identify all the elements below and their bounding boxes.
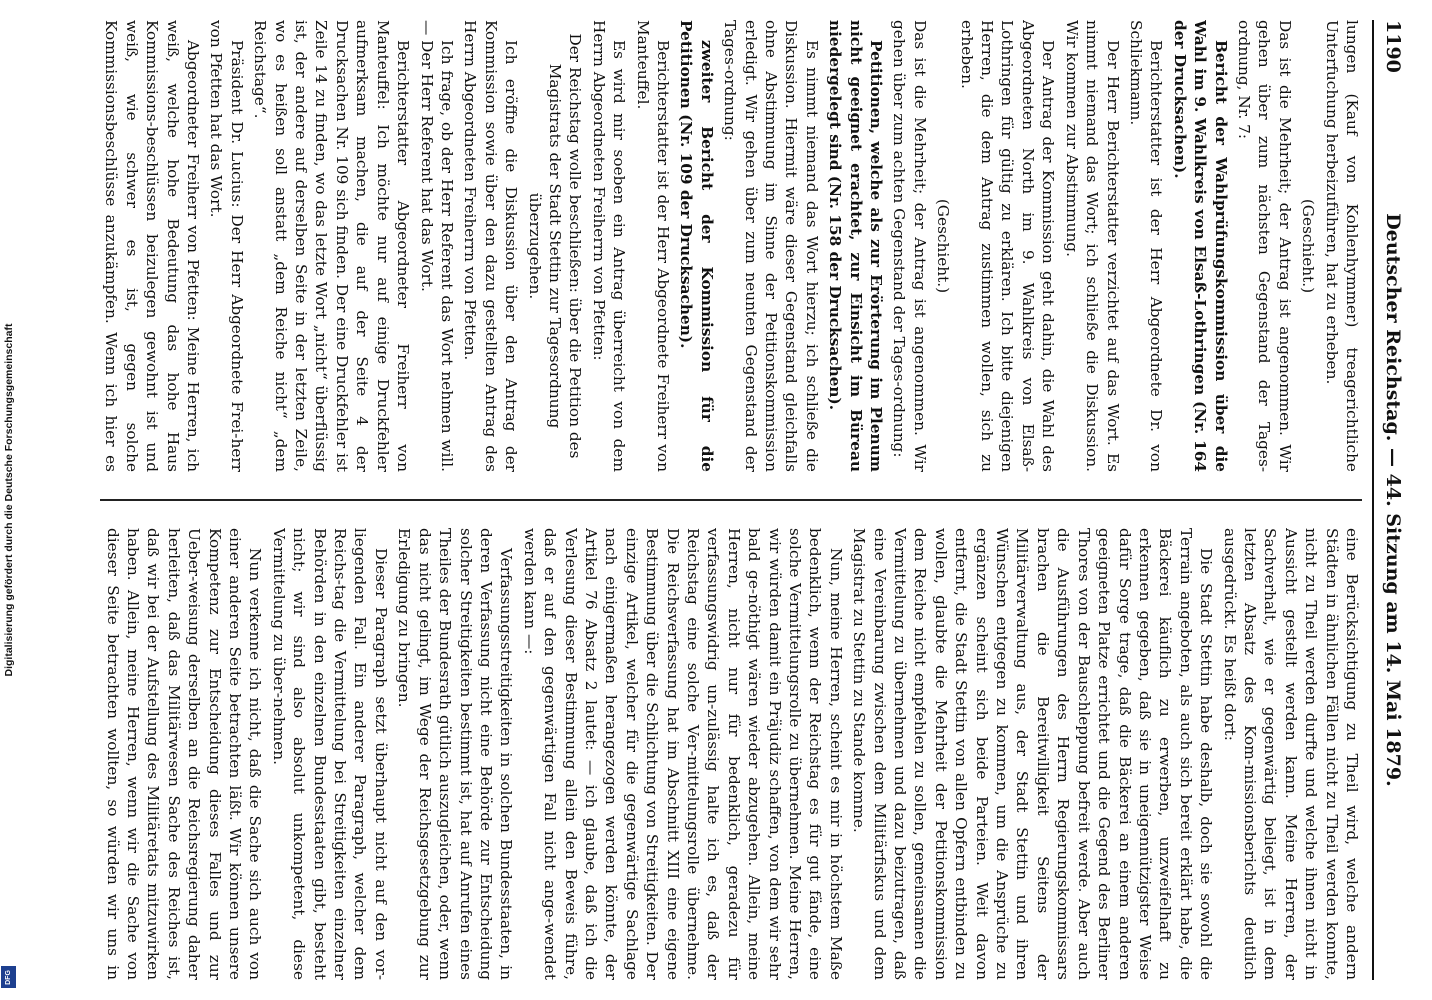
paragraph: Petitionen, welche als zur Erörterung im Plenum nicht geeignet erachtet, zur Einsicht im Büreau niedergelegt sind (Nr. 158 der Drucksachen).	[826, 20, 886, 472]
paragraph: Ich eröffne die Diskussion über den Antrag der Kommission sowie über den dazu gestellten Antrag des Herrn Abgeordneten Freiherrn von Pfetten.	[461, 20, 521, 472]
dfg-logo-icon	[1, 966, 16, 988]
paragraph: lungen (Kauf von Kohlenhymmer) treagerichtliche Unterfuchung herbeizuführen, hat zu erheben.	[1322, 20, 1361, 472]
paragraph: zweiter Bericht der Kommission für die Petitionen (Nr. 109 der Drucksachen).	[677, 20, 716, 472]
paragraph: Berichterstatter Abgeordneter Freiherr von Manteuffel: Ich möchte nur auf einige Druckfehler aufmerksam machen, die auf der Seite 4 der Drucksachen Nr. 109 sich finden. Der eine Druckfehler ist Zeile 14 zu finden, wo das letzte Wort „nicht“ überflüssig ist, der andere auf derselben Seite in der letzten Zeile, wo es heißen soll anstatt „dem Reiche nicht“ „dem Reichstage“.	[251, 20, 413, 472]
digitization-footer	[0, 0, 18, 1000]
column-divider	[100, 499, 1362, 501]
page-title: Deutscher Reichstag. — 44. Sitzung am 14. Mai 1879.	[1382, 213, 1404, 787]
paragraph: Das ist die Mehrheit; der Antrag ist angenommen. Wir gehen über zum achten Gegenstand der Tages-ordnung:	[890, 20, 929, 472]
paragraph: Das ist die Mehrheit; der Antrag ist angenommen. Wir gehen über zum nächsten Gegenstand der Tages-ordnung, Nr. 7:	[1234, 20, 1294, 472]
paragraph: Die Stadt Stettin habe deshalb, doch sie sowohl die Terrain angeboten, als auch sich bereit erklärt habe, die Bäckerei käuflich zu erwerben, unzweifelhaft zu erkennen gegeben, daß sie in uneigennützigster Weise dafür Sorge trage, daß die Bäckerei an einem anderen geeigneten Platze errichtet und die Gegend des Berliner Thores von der Bauschleppung befreit werde. Aber auch die Ausführungen des Herrn Regierungskommissars brachen die Bereitwilligkeit Seitens der Militärverwaltung aus, der Stadt Stettin und ihren Wünschen entgegen zu kommen, um die Ansprüche zu ergänzen scheint sich beide Parteien. Weit davon entfernt, die Stadt Stettin von allen Opfern entbinden zu wollen, glaubte die Mehrheit der Petitionskommission dem Reiche nicht empfehlen zu sollen, gemeinsamen die Vermittelung zu übernehmen und dazu beizutragen, daß eine Vereinbarung zwischen dem Militärfiskus und dem Magistrat zu Stettin zu Stande komme.	[850, 528, 1216, 980]
paragraph: Nun verkenne ich nicht, daß die Sache sich auch von einer anderen Seite betrachten läßt. Wir können unsere Kompetenz zur Entscheidung dieses Falles und zur Ueber-weisung derselben an die Reichsregierung daher herleiten, daß das Militärwesen Sache des Reiches ist, daß wir bei der Aufstellung des Militäretats mitzuwirken haben. Allein, meine Herren, wenn wir die Sache von dieser Seite betrachten wollten, so würden wir uns in	[103, 528, 265, 980]
paragraph: Der Reichstag wolle beschließen: über die Petition des Magistrats der Stadt Stettin zur Tagesordnung überzugehen.	[525, 33, 585, 459]
paragraph: Berichterstatter ist der Herr Abgeordnete Freiherr von Manteuffel.	[633, 20, 672, 472]
paragraph: Ich frage, ob der Herr Referent das Wort nehmen will. — Der Herr Referent hat das Wort.	[417, 20, 456, 472]
paragraph: Bericht der Wahlprüfungskommission über die Wahl im 9. Wahlkreis von Elsaß-Lothringen (Nr. 164 der Drucksachen).	[1170, 20, 1230, 472]
text-column-right	[100, 528, 1362, 980]
paragraph: Präsident Dr. Lucius: Der Herr Abgeordnete Frei-herr von Pfetten hat das Wort.	[207, 20, 246, 472]
paragraph: Verfassungsstreitigkeiten in solchen Bundesstaaten, in deren Verfassung nicht eine Behörde zur Entscheidung solcher Streitigkeiten bestimmt ist, hat auf Anrufen eines Theiles der Bundesrath gütlich auszugleichen, oder, wenn das nicht gelingt, im Wege der Reichsgesetzgebung zur Erledigung zu bringen.	[395, 528, 516, 980]
text-column-left	[100, 20, 1362, 472]
dfg-logo-text: DFG	[5, 969, 12, 985]
page-header	[1372, 20, 1408, 980]
paragraph: Der Herr Berichterstatter verzichtet auf das Wort. Es nimmt niemand das Wort; ich schließe die Diskussion. Wir kommen zur Abstimmung.	[1062, 20, 1122, 472]
paragraph: Abgeordneter Freiherr von Pfetten: Meine Herren, ich weiß, welche hohe Bedeutung das hohe Haus Kommissions-beschlüssen beizulegen gewohnt ist und weiß, wie schwer es ist, gegen solche Kommissionsbeschlüsse anzukämpfen. Wenn ich hier es	[102, 20, 203, 472]
paragraph: eine Berücksichtigung zu Theil wird, welche andern Städten in ähnlichen Fällen nicht zu Theil werden konnte, nicht zu Theil werden durfte und welche ihnen nicht in Aussicht gestellt werden kann. Meine Herren, der Sachverhalt, wie er gegenwärtig beliegt, ist in dem letzten Absatz des Kom-missionsberichts deutlich ausgedrückt. Es heißt dort:	[1220, 528, 1361, 980]
document-page	[90, 20, 1408, 980]
paragraph: (Geschieht.)	[1299, 198, 1318, 294]
page-number: 1190	[1382, 20, 1404, 73]
digitization-note: Digitalisierung gefördert durch die Deutsche Forschungsgemeinschaft	[3, 323, 15, 677]
paragraph: Berichterstatter ist der Herr Abgeordnete Dr. von Schliekmann.	[1126, 20, 1166, 472]
paragraph: Der Antrag der Kommission geht dahin, die Wahl des Abgeordneten North im 9. Wahlkreis von Elsaß-Lothringen für gültig zu erklären. Ich bitte diejenigen Herren, die dem Antrag zustimmen wollen, sich zu erheben.	[957, 20, 1058, 472]
paragraph: (Geschieht.)	[934, 198, 953, 294]
paragraph: Es nimmt niemand das Wort hierzu; ich schließe die Diskussion. Hiermit wäre dieser Gegenstand gleichfalls ohne Abstimmung im Sinne der Petitionskommission erledigt. Wir gehen über zum neunten Gegenstand der Tages-ordnung:	[721, 20, 821, 472]
paragraph: Es wird mir soeben ein Antrag überreicht von dem Herrn Abgeordneten Freiherrn von Pfetten:	[589, 20, 629, 472]
paragraph: Nun, meine Herren, scheint es mir in höchstem Maße bedenklich, wenn der Reichstag es für gut fände, eine solche Vermittelungsrolle zu übernehmen. Meine Herren, wir würden damit ein Präjudiz schaffen, von dem wir sehr bald ge-nöthigt wären wieder abzugehen. Allein, meine Herren, nicht nur für bedenklich, geradezu für verfassungswidrig un-zulässig halte ich es, daß der Reichstag eine solche Ver-mittelungsrolle übernehme. Die Reichsverfassung hat im Abschnitt XIII eine eigene Bestimmung über die Schlichtung von Streitigkeiten. Der einzige Artikel, welcher für die gegenwärtige Sachlage nach einigermaßen herangezogen werden könnte, der Artikel 76 Absatz 2 lautet: — ich glaube, daß ich die Verlesung dieser Bestimmung allein den Beweis führe, daß er auf den gegenwärtigen Fall nicht ange-wendet werden kann —:	[520, 528, 845, 980]
paragraph: Dieser Paragraph setzt überhaupt nicht auf den vor-liegenden Fall. Ein anderer Paragraph, welcher dem Reichs-tag die Vermittelung bei Streitigkeiten einzelner Behörden in den einzelnen Bundesstaaten gibt, besteht nicht; wir sind also absolut unkompetent, diese Vermittelung zu über-nehmen.	[269, 528, 390, 980]
